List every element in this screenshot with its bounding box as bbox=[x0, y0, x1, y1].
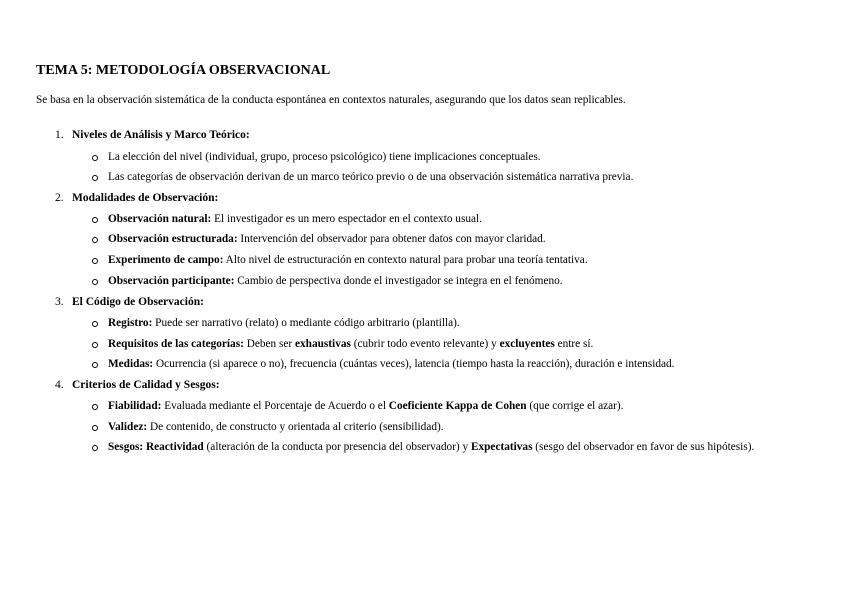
item-bold-term: Coeficiente Kappa de Cohen bbox=[388, 400, 527, 412]
item-description: Intervención del observador para obtener datos con mayor claridad. bbox=[237, 233, 546, 245]
section-number: 4. bbox=[55, 379, 64, 391]
list-item-text bbox=[108, 358, 674, 370]
item-description: Evaluada mediante el Porcentaje de Acuerdo o el bbox=[161, 400, 389, 412]
item-bold-term: exhaustivas bbox=[295, 338, 351, 350]
item-label: Registro: bbox=[108, 317, 153, 329]
section-title: Niveles de Análisis y Marco Teórico: bbox=[72, 129, 250, 141]
item-label: Requisitos de las categorías: bbox=[108, 338, 244, 350]
list-item-text bbox=[108, 400, 623, 412]
bullet-icon bbox=[92, 362, 98, 368]
bullet-icon bbox=[92, 321, 98, 327]
section-number: 1. bbox=[55, 129, 64, 141]
list-item-text bbox=[108, 233, 546, 245]
item-description: (sesgo del observador en favor de sus hipótesis). bbox=[532, 441, 755, 453]
section-title: El Código de Observación: bbox=[72, 296, 204, 308]
list-item-text bbox=[108, 421, 444, 433]
item-description: Alto nivel de estructuración en contexto natural para probar una teoría tentativa. bbox=[223, 254, 588, 266]
list-item-text bbox=[108, 275, 563, 287]
document-title: TEMA 5: METODOLOGÍA OBSERVACIONAL bbox=[36, 63, 331, 78]
bullet-icon bbox=[92, 237, 98, 243]
section-title: Modalidades de Observación: bbox=[72, 192, 219, 204]
item-description: (cubrir todo evento relevante) y bbox=[350, 338, 500, 350]
item-description: entre sí. bbox=[554, 338, 594, 350]
item-description: Puede ser narrativo (relato) o mediante código arbitrario (plantilla). bbox=[152, 317, 460, 329]
item-label: Medidas: bbox=[108, 358, 154, 370]
intro-paragraph: Se basa en la observación sistemática de la conducta espontánea en contextos naturales, asegurando que los datos sean replicables. bbox=[36, 94, 626, 106]
item-label: Validez: bbox=[108, 421, 148, 433]
item-label: Observación participante: bbox=[108, 275, 235, 287]
bullet-icon bbox=[92, 217, 98, 223]
item-label: Observación natural: bbox=[108, 213, 212, 225]
item-description: Cambio de perspectiva donde el investigador se integra en el fenómeno. bbox=[234, 275, 563, 287]
section-number: 3. bbox=[55, 296, 64, 308]
bullet-icon bbox=[92, 279, 98, 285]
item-bold-term: excluyentes bbox=[499, 338, 555, 350]
bullet-icon bbox=[92, 258, 98, 264]
bullet-icon bbox=[92, 175, 98, 181]
section-title: Criterios de Calidad y Sesgos: bbox=[72, 379, 220, 391]
bullet-icon bbox=[92, 155, 98, 161]
item-description: Ocurrencia (si aparece o no), frecuencia (cuántas veces), latencia (tiempo hasta la reacción), duración e intensidad. bbox=[153, 358, 675, 370]
list-item-text bbox=[108, 441, 754, 453]
list-item-text: La elección del nivel (individual, grupo, proceso psicológico) tiene implicaciones conceptuales. bbox=[108, 151, 541, 163]
list-item-text bbox=[108, 254, 588, 266]
bullet-icon bbox=[92, 425, 98, 431]
item-description: El investigador es un mero espectador en el contexto usual. bbox=[211, 213, 482, 225]
list-item-text bbox=[108, 317, 460, 329]
item-description: Deben ser bbox=[243, 338, 296, 350]
item-label: Fiabilidad: bbox=[108, 400, 162, 412]
list-item-text bbox=[108, 338, 593, 350]
item-description: De contenido, de constructo y orientada al criterio (sensibilidad). bbox=[147, 421, 444, 433]
item-description: (alteración de la conducta por presencia del observador) y bbox=[203, 441, 471, 453]
section-number: 2. bbox=[55, 192, 64, 204]
item-bold-term: Expectativas bbox=[470, 441, 533, 453]
bullet-icon bbox=[92, 342, 98, 348]
bullet-icon bbox=[92, 445, 98, 451]
item-label: Experimento de campo: bbox=[108, 254, 224, 266]
list-item-text: Las categorías de observación derivan de un marco teórico previo o de una observación sistemática narrativa previa. bbox=[108, 171, 634, 183]
item-label: Observación estructurada: bbox=[108, 233, 238, 245]
list-item-text bbox=[108, 213, 482, 225]
item-label: Sesgos: Reactividad bbox=[108, 441, 204, 453]
item-description: (que corrige el azar). bbox=[526, 400, 624, 412]
bullet-icon bbox=[92, 404, 98, 410]
